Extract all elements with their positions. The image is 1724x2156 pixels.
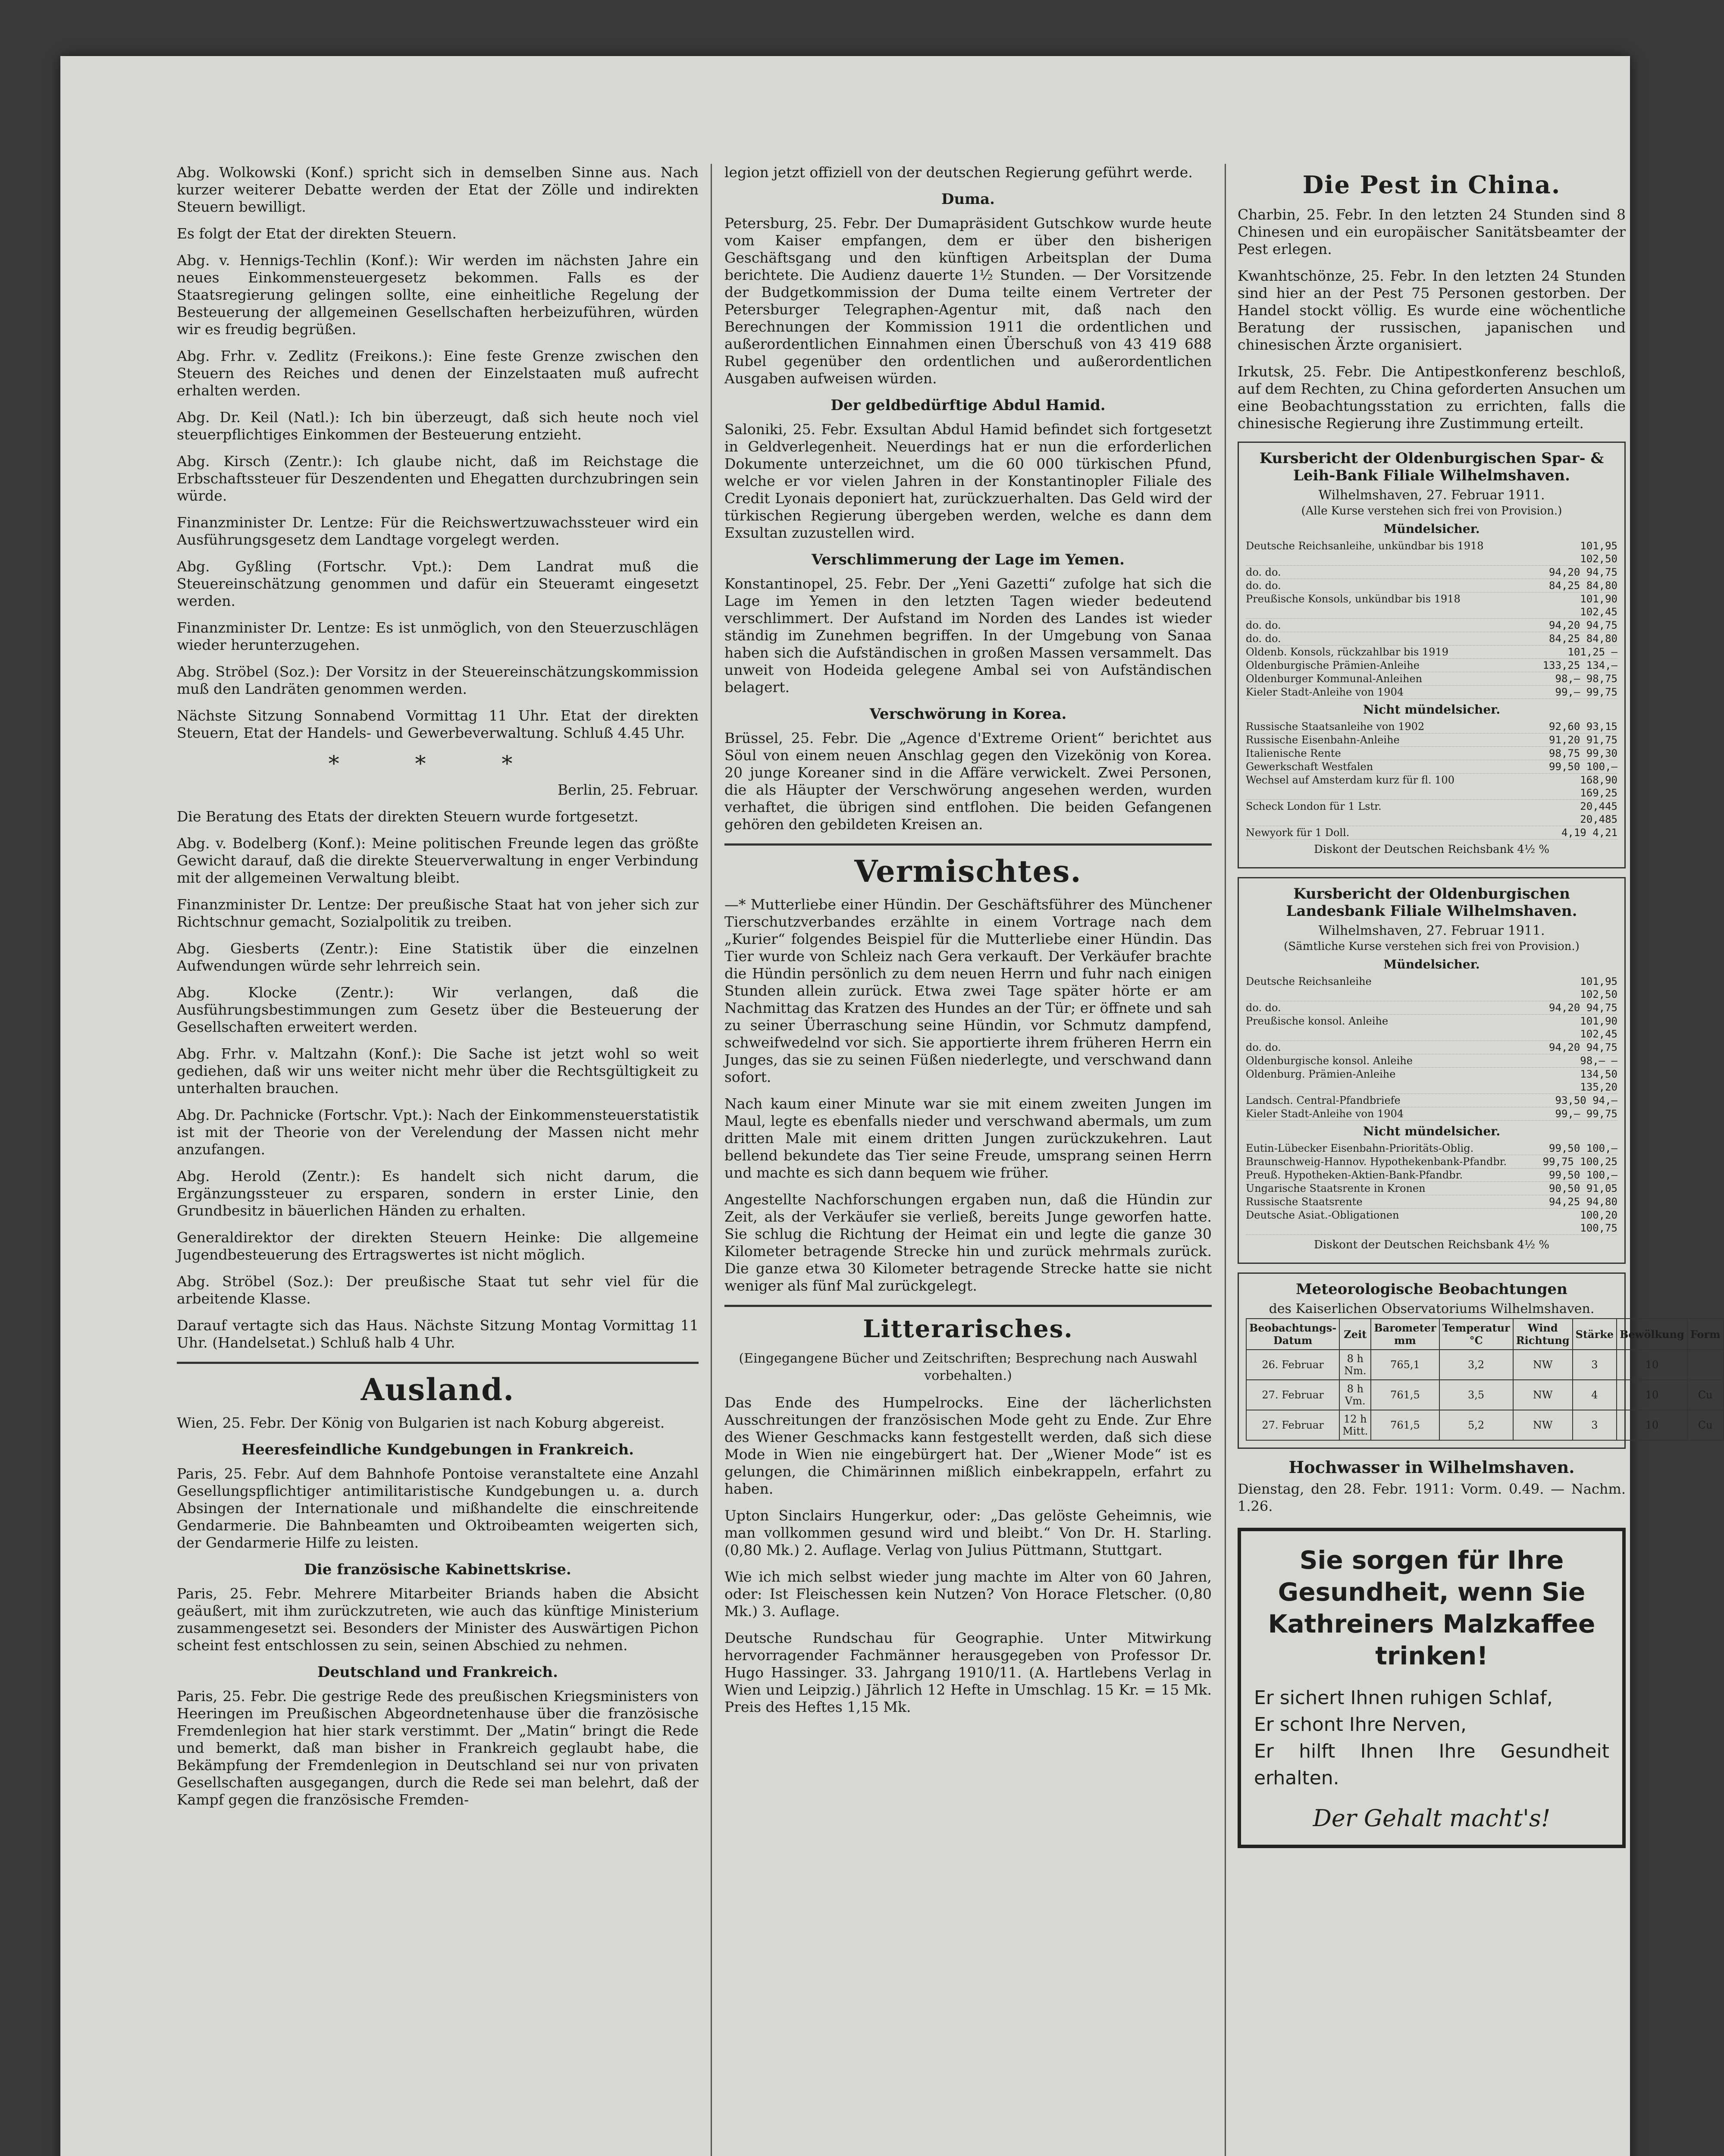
weather-header-cell: Wind Richtung — [1513, 1319, 1573, 1350]
rate-value: 101,90 102,45 — [1580, 1015, 1617, 1040]
rate-name: Landsch. Central-Pfandbriefe — [1246, 1094, 1401, 1106]
paragraph: —* Mutterliebe einer Hündin. Der Geschäftsführer des Münchener Tierschutzverbandes erzählte in einem Vortrage nach dem „Kurier“ folgendes Beispiel für die Mutterliebe einer Hündin. Das Tier wurde von Schleiz nach Gera verkauft. Der Verkäufer brachte die Hündin persönlich zu dem neuen Herrn und fuhr nach einigen Stunden allein zurück. Etwa zwei Tage später hörte er am Nachmittag das Kratzen des Hundes an der Tür; er öffnete und sah zu seiner Überraschung seine Hündin, vor Schmutz dampfend, schweifwedelnd vor sich. Sie apportierte ihrem früheren Herrn ein Junges, das sie zu seinen Füßen niederlegte, und verschwand dann sofort. — [724, 896, 1212, 1085]
column-parliament — [177, 164, 699, 2156]
news-wien: Wien, 25. Febr. Der König von Bulgarien ist nach Koburg abgereist. — [177, 1414, 665, 1431]
rate-name: Deutsche Asiat.-Obligationen — [1246, 1209, 1399, 1221]
paragraph: Die Beratung des Etats der direkten Steuern wurde fortgesetzt. — [177, 808, 639, 825]
rate-row — [1246, 646, 1617, 659]
paragraph: Finanzminister Dr. Lentze: Es ist unmöglich, von den Steuerzuschlägen wieder herunterzugehen. — [177, 619, 699, 653]
weather-header-cell: Stärke — [1573, 1319, 1617, 1350]
rate-row — [1246, 1041, 1617, 1054]
rate-value: 98,75 99,30 — [1549, 747, 1617, 759]
rate-row — [1246, 1142, 1617, 1155]
paragraph: Nach kaum einer Minute war sie mit einem zweiten Jungen im Maul, legte es ebenfalls nieder und verschwand abermals, um zum dritten Male mit einem dritten Jungen zurückzukehren. Laut bellend bekundete das Tier seine Freude, umsprang seinen Herrn und machte es sich dann bequem wie früher. — [724, 1095, 1212, 1181]
rate-name: Russische Staatsrente — [1246, 1196, 1363, 1208]
rate-name: do. do. — [1246, 1041, 1281, 1053]
rate-value: 92,60 93,15 — [1549, 721, 1617, 733]
rate-name: Russische Staatsanleihe von 1902 — [1246, 721, 1425, 733]
rate-value: 133,25 134,— — [1542, 659, 1617, 671]
weather-cell: 761,5 — [1371, 1380, 1439, 1410]
newspaper-page — [60, 56, 1721, 2156]
rate-value: 94,20 94,75 — [1549, 1041, 1617, 1053]
paragraph: Abg. Wolkowski (Konf.) spricht sich in demselben Sinne aus. Nach kurzer weiterer Debatte werden der Etat der Zölle und indirekten Steuern bewilligt. — [177, 164, 699, 215]
weather-cell: 26. Februar — [1246, 1350, 1339, 1380]
rate-name: Wechsel auf Amsterdam kurz für fl. 100 — [1246, 774, 1454, 786]
news-duma: Petersburg, 25. Febr. Der Dumapräsident Gutschkow wurde heute vom Kaiser empfangen, dem er über den bisherigen Geschäftsgang und den künftigen Arbeitsplan der Duma berichtete. Die Audienz dauerte 1½ Stunden. — Der Vorsitzende der Budgetkommission der Duma teilte einem Vertreter der Petersburger Telegraphen-Agentur mit, daß nach den Berechnungen der Kommission 1911 die ordentlichen und außerordentlichen Einnahmen einen Überschuß von 43 419 688 Rubel gegenüber den ordentlichen und außerordentlichen Ausgaben aufweisen würden. — [724, 215, 1212, 387]
rates-date: Wilhelmshaven, 27. Februar 1911. — [1318, 923, 1545, 938]
subheading: Verschwörung in Korea. — [869, 705, 1067, 723]
rate-name: Kieler Stadt-Anleihe von 1904 — [1246, 1108, 1404, 1120]
weather-table — [1246, 1318, 1724, 1441]
rates-title: Kursbericht der Oldenburgischen Spar- & Leih-Bank Filiale Wilhelmshaven. — [1259, 450, 1604, 484]
subheading: Heeresfeindliche Kundgebungen in Frankreich. — [241, 1441, 634, 1458]
rate-value: 134,50 135,20 — [1580, 1068, 1617, 1093]
tide-title: Hochwasser in Wilhelmshaven. — [1288, 1457, 1575, 1477]
paragraph: Darauf vertagte sich das Haus. Nächste Sitzung Montag Vormittag 11 Uhr. (Handelsetat.) Schluß halb 4 Uhr. — [177, 1317, 699, 1351]
rate-value: 90,50 91,05 — [1549, 1182, 1617, 1194]
weather-cell: 12 h Mitt. — [1339, 1410, 1371, 1440]
rate-value: 94,25 94,80 — [1549, 1196, 1617, 1208]
news-hamid: Saloniki, 25. Febr. Exsultan Abdul Hamid befindet sich fortgesetzt in Geldverlegenheit. Neuerdings hat er nun die erforderlichen Dokumente unterzeichnet, um die 60 000 türkischen Pfund, welche er vor vielen Jahren in der Konstantinopler Filiale des Credit Lyonais deponiert hat, zurückzuerhalten. Das Geld wird der türkischen Regierung übergeben werden, welche es dann dem Exsultan zuzustellen wird. — [724, 421, 1212, 541]
paragraph: Deutsche Rundschau für Geographie. Unter Mitwirkung hervorragender Fachmänner herausgegeben von Professor Dr. Hugo Hassinger. 33. Jahrgang 1910/11. (A. Hartlebens Verlag in Wien und Leipzig.) Jährlich 12 Hefte in Umschlag. 15 Kr. = 15 Mk. Preis des Heftes 1,15 Mk. — [724, 1630, 1212, 1715]
rates-list — [1246, 539, 1617, 699]
weather-cell: NW — [1513, 1380, 1573, 1410]
rate-value: 84,25 84,80 — [1549, 580, 1617, 592]
news-paris-2: Paris, 25. Febr. Mehrere Mitarbeiter Briands haben die Absicht geäußert, mit ihm zurückzutreten, wie auch das künftige Ministerium zusammengesetzt sei. Besonders der Minister des Auswärtigen Pichon scheint fest entschlossen zu sein, seinen Abschied zu nehmen. — [177, 1585, 699, 1654]
ad-lines — [1254, 1685, 1609, 1792]
rate-value: 99,50 100,— — [1549, 761, 1617, 773]
weather-subtitle: des Kaiserlichen Observatoriums Wilhelmshaven. — [1269, 1301, 1595, 1316]
rates-list — [1246, 975, 1617, 1121]
pest-news — [1238, 206, 1626, 432]
rates-discount: Diskont der Deutschen Reichsbank 4½ % — [1313, 1238, 1550, 1251]
paragraph: Abg. Klocke (Zentr.): Wir verlangen, daß die Ausführungsbestimmungen zum Gesetz über die Besteuerung der Gesellschaften erweitert werden. — [177, 984, 699, 1035]
rate-name: Scheck London für 1 Lstr. — [1246, 800, 1382, 812]
rate-row — [1246, 826, 1617, 840]
rate-value: 20,445 20,485 — [1580, 800, 1617, 825]
rate-name: Oldenburg. Prämien-Anleihe — [1246, 1068, 1396, 1080]
paragraph: Das Ende des Humpelrocks. Eine der lächerlichsten Ausschreitungen der französischen Mode geht zu Ende. Zur Ehre des Wiener Geschmacks kann festgestellt werden, daß sich diese Mode in Wien nie eingebürgert hat. Der „Wiener Mode“ ist es gelungen, die Chimärinnen mißlich einbekrappeln, erfahrt zu haben. — [724, 1394, 1212, 1497]
rate-row — [1246, 1155, 1617, 1169]
rates-title: Kursbericht der Oldenburgischen Landesbank Filiale Wilhelmshaven. — [1286, 885, 1577, 920]
rate-name: Oldenburger Kommunal-Anleihen — [1246, 673, 1423, 685]
rates-section: Mündelsicher. — [1383, 522, 1480, 536]
rate-row — [1246, 747, 1617, 760]
rate-row — [1246, 1195, 1617, 1209]
ad-line: Er sichert Ihnen ruhigen Schlaf, — [1254, 1687, 1553, 1709]
rate-row — [1246, 975, 1617, 1001]
weather-header-row — [1246, 1319, 1724, 1350]
weather-header-cell: Bewölkung — [1617, 1319, 1687, 1350]
rate-name: Russische Eisenbahn-Anleihe — [1246, 734, 1400, 746]
rate-value: 101,25 — — [1567, 646, 1617, 658]
weather-cell: 4 — [1573, 1380, 1617, 1410]
rate-row — [1246, 733, 1617, 747]
rate-name: Italienische Rente — [1246, 747, 1341, 759]
paragraph: Charbin, 25. Febr. In den letzten 24 Stunden sind 8 Chinesen und ein europäischer Sanitätsbeamter der Pest erlegen. — [1238, 206, 1626, 257]
news-paris-1: Paris, 25. Febr. Auf dem Bahnhofe Pontoise veranstaltete eine Anzahl Gesellungspflichtiger antimilitaristische Kundgebungen u. a. durch Absingen der Internationale und mißhandelte die einschreitende Gendarmerie. Die Bahnbeamten und Oktroibeamten weigerten sich, der Gendarmerie Hilfe zu leisten. — [177, 1465, 699, 1551]
rate-row — [1246, 1169, 1617, 1182]
rate-row — [1246, 619, 1617, 632]
paragraph: Abg. Dr. Pachnicke (Fortschr. Vpt.): Nach der Einkommensteuerstatistik ist mit der Theorie von der Verelendung der Massen nicht mehr anzufangen. — [177, 1106, 699, 1158]
tide-times: Dienstag, den 28. Febr. 1911: Vorm. 0.49. — Nachm. 1.26. — [1238, 1481, 1626, 1514]
dateline: Berlin, 25. Februar. — [558, 781, 699, 798]
weather-cell: 765,1 — [1371, 1350, 1439, 1380]
weather-cell: NW — [1513, 1350, 1573, 1380]
rate-row — [1246, 592, 1617, 619]
vermischtes-text — [724, 896, 1212, 1294]
weather-cell: 5,2 — [1439, 1410, 1513, 1440]
paragraph: Generaldirektor der direkten Steuern Heinke: Die allgemeine Jugendbesteuerung des Ertragswertes ist nicht möglich. — [177, 1229, 699, 1263]
subheading: Deutschland und Frankreich. — [317, 1664, 558, 1681]
paragraph: Angestellte Nachforschungen ergaben nun, daß die Hündin zur Zeit, als der Verkäufer sie verließ, bereits Junge geworfen hatte. Sie schlug die Richtung der Heimat ein und legte die ganze 30 Kilometer betragende Strecke hin und zurück mehrmals zurück. Die ganze etwa 30 Kilometer betragende Strecke hatte sie nicht weniger als fünf Mal zurückgelegt. — [724, 1191, 1212, 1294]
paragraph: Abg. Dr. Keil (Natl.): Ich bin überzeugt, daß sich heute noch viel steuerpflichtiges Einkommen der Besteuerung entzieht. — [177, 409, 699, 443]
rate-value: 99,50 100,— — [1549, 1142, 1617, 1154]
rates-section: Nicht mündelsicher. — [1363, 1124, 1501, 1138]
rate-value: 94,20 94,75 — [1549, 566, 1617, 578]
rate-value: 91,20 91,75 — [1549, 734, 1617, 746]
weather-cell: 3,2 — [1439, 1350, 1513, 1380]
weather-cell: 8 h Vm. — [1339, 1380, 1371, 1410]
weather-box — [1238, 1272, 1721, 1449]
paragraph: Abg. v. Bodelberg (Konf.): Meine politischen Freunde legen das größte Gewicht darauf, daß die direkte Steuerverwaltung in enger Verbindung mit der allgemeinen Verwaltung bleibt. — [177, 835, 699, 886]
rate-name: Eutin-Lübecker Eisenbahn-Prioritäts-Oblig. — [1246, 1142, 1474, 1154]
weather-row — [1246, 1380, 1724, 1410]
rate-row — [1246, 1182, 1617, 1195]
rate-value: 94,20 94,75 — [1549, 1002, 1617, 1014]
rates-discount: Diskont der Deutschen Reichsbank 4½ % — [1313, 843, 1550, 856]
section-stars: * * * — [328, 751, 547, 776]
rate-value: 4,19 4,21 — [1561, 827, 1617, 839]
rate-name: Newyork für 1 Doll. — [1246, 827, 1350, 839]
rate-row — [1246, 760, 1617, 774]
paragraph: Abg. Ströbel (Soz.): Der preußische Staat tut sehr viel für die arbeitende Klasse. — [177, 1273, 699, 1307]
paragraph: Abg. Frhr. v. Zedlitz (Freikons.): Eine feste Grenze zwischen den Steuern des Reiches und denen der Einzelstaaten muß aufrecht erhalten werden. — [177, 348, 699, 399]
column-rule — [1225, 164, 1226, 2156]
rate-row — [1246, 659, 1617, 672]
rate-row — [1246, 566, 1617, 579]
rate-name: Gewerkschaft Westfalen — [1246, 761, 1373, 773]
weather-cell: 10 — [1617, 1380, 1687, 1410]
rate-name: Ungarische Staatsrente in Kronen — [1246, 1182, 1426, 1194]
ad-slogan: Der Gehalt macht's! — [1313, 1805, 1551, 1832]
rate-value: 101,90 102,45 — [1580, 593, 1617, 618]
weather-cell — [1687, 1350, 1724, 1380]
paragraph: Es folgt der Etat der direkten Steuern. — [177, 225, 457, 242]
litterarisches-heading: Litterarisches. — [863, 1315, 1073, 1343]
rate-row — [1246, 774, 1617, 800]
rate-row — [1246, 579, 1617, 592]
ad-headline: Sie sorgen für Ihre Gesundheit, wenn Sie Kathreiners Malzkaffee trinken! — [1268, 1545, 1595, 1670]
rates-box-sparbank — [1238, 442, 1626, 868]
news-paris-3: Paris, 25. Febr. Die gestrige Rede des preußischen Kriegsministers von Heeringen im Preußischen Abgeordnetenhause über die französische Fremdenlegion hat hier stark verstimmt. Der „Matin“ bringt die Rede und bemerkt, daß man bisher in Frankreich geglaubt habe, die Bekämpfung der Fremdenlegion in Deutschland sei nur von privaten Gesellschaften ausgegangen, durch die Rede sei man belehrt, daß der Kampf gegen die französische Fremden- — [177, 1688, 699, 1808]
paragraph: Abg. Gyßling (Fortschr. Vpt.): Dem Landrat muß die Steuereinschätzung genommen und dafür ein Steueramt eingesetzt werden. — [177, 558, 699, 609]
rates-section: Nicht mündelsicher. — [1363, 702, 1501, 717]
rate-row — [1246, 1107, 1617, 1121]
parliament-report-2 — [177, 808, 699, 1351]
weather-cell: 8 h Nm. — [1339, 1350, 1371, 1380]
rate-value: 98,— — — [1580, 1055, 1617, 1067]
divider — [177, 1362, 699, 1364]
rate-value: 100,20 100,75 — [1580, 1209, 1617, 1234]
malzkaffee-ad — [1238, 1528, 1626, 1848]
weather-header-cell: Beobachtungs-Datum — [1246, 1319, 1339, 1350]
paragraph: Irkutsk, 25. Febr. Die Antipestkonferenz beschloß, auf dem Rechten, zu China geforderten Ansuchen um eine Beobachtungsstation zu errichten, falls die chinesische Regierung ihre Zustimmung erteilt. — [1238, 363, 1626, 432]
rate-value: 84,25 84,80 — [1549, 633, 1617, 645]
weather-cell: 3 — [1573, 1410, 1617, 1440]
rate-name: Deutsche Reichsanleihe, unkündbar bis 1918 — [1246, 540, 1484, 552]
rate-name: Oldenb. Konsols, rückzahlbar bis 1919 — [1246, 646, 1449, 658]
vermischtes-heading: Vermischtes. — [854, 853, 1082, 889]
weather-cell: 27. Februar — [1246, 1410, 1339, 1440]
rates-note: (Alle Kurse verstehen sich frei von Provision.) — [1301, 505, 1562, 517]
weather-cell: Cu — [1687, 1380, 1724, 1410]
continued-text: legion jetzt offiziell von der deutschen Regierung geführt werde. — [724, 164, 1193, 181]
rate-name: Oldenburgische konsol. Anleihe — [1246, 1055, 1413, 1067]
weather-cell: 10 — [1617, 1350, 1687, 1380]
rate-name: Preußische konsol. Anleihe — [1246, 1015, 1389, 1027]
rate-row — [1246, 1068, 1617, 1094]
rate-value: 101,95 102,50 — [1580, 975, 1617, 1000]
paragraph: Abg. v. Hennigs-Techlin (Konf.): Wir werden im nächsten Jahre ein neues Einkommensteuergesetz bekommen. Falls es der Staatsregierung gelingen sollte, eine einheitliche Regelung der Besteuerung der allgemeinen Gesellschaften herbeizuführen, würden wir es freudig begrüßen. — [177, 252, 699, 338]
rates-date: Wilhelmshaven, 27. Februar 1911. — [1318, 488, 1545, 503]
rates-section: Mündelsicher. — [1383, 957, 1480, 971]
weather-header-cell: Form — [1687, 1319, 1724, 1350]
rate-row — [1246, 1094, 1617, 1107]
ad-line: Er hilft Ihnen Ihre Gesundheit erhalten. — [1254, 1740, 1609, 1789]
ad-line: Er schont Ihre Nerven, — [1254, 1714, 1467, 1736]
rate-row — [1246, 800, 1617, 826]
litterarisches-text — [724, 1394, 1212, 1716]
rate-row — [1246, 1001, 1617, 1015]
rate-name: Braunschweig-Hannov. Hypothekenbank-Pfandbr. — [1246, 1156, 1507, 1168]
paragraph: Abg. Herold (Zentr.): Es handelt sich nicht darum, die Ergänzungssteuer zu ersparen, sondern in erster Linie, den Grundbesitz in bäuerlichen Händen zu erhalten. — [177, 1168, 699, 1219]
rate-name: Preußische Konsols, unkündbar bis 1918 — [1246, 593, 1461, 605]
paragraph: Abg. Frhr. v. Maltzahn (Konf.): Die Sache ist jetzt wohl so weit gediehen, daß wir uns weiter nicht mehr über die Rechtsgültigkeit zu unterhalten brauchen. — [177, 1045, 699, 1097]
paragraph: Nächste Sitzung Sonnabend Vormittag 11 Uhr. Etat der direkten Steuern, Etat der Handels- und Gewerbeverwaltung. Schluß 4.45 Uhr. — [177, 707, 699, 741]
pest-heading: Die Pest in China. — [1302, 171, 1561, 199]
paragraph: Wie ich mich selbst wieder jung machte im Alter von 60 Jahren, oder: Ist Fleischessen kein Nutzen? Von Horace Fletscher. (0,80 Mk.) 3. Auflage. — [724, 1568, 1212, 1620]
divider — [724, 1305, 1212, 1307]
weather-cell: Cu — [1687, 1410, 1724, 1440]
rate-name: do. do. — [1246, 1002, 1281, 1014]
rate-row — [1246, 1054, 1617, 1068]
weather-cell: 10 — [1617, 1410, 1687, 1440]
rate-name: Kieler Stadt-Anleihe von 1904 — [1246, 686, 1404, 698]
weather-cell: 3 — [1573, 1350, 1617, 1380]
rates-list — [1246, 1142, 1617, 1235]
ausland-heading: Ausland. — [360, 1372, 515, 1407]
paragraph: Abg. Giesberts (Zentr.): Eine Statistik über die einzelnen Aufwendungen würde sehr lehrreich sein. — [177, 940, 699, 974]
rate-row — [1246, 1015, 1617, 1041]
parliament-report-1 — [177, 164, 699, 742]
column-foreign — [724, 164, 1212, 2156]
weather-cell: NW — [1513, 1410, 1573, 1440]
subheading: Verschlimmerung der Lage im Yemen. — [812, 551, 1125, 568]
rates-box-landesbank — [1238, 877, 1626, 1264]
rate-name: do. do. — [1246, 619, 1281, 631]
rate-name: Oldenburgische Prämien-Anleihe — [1246, 659, 1420, 671]
paragraph: Finanzminister Dr. Lentze: Für die Reichswertzuwachssteuer wird ein Ausführungsgesetz dem Landtage vorgelegt werden. — [177, 514, 699, 548]
weather-header-cell: Barometer mm — [1371, 1319, 1439, 1350]
rate-value: 94,20 94,75 — [1549, 619, 1617, 631]
weather-cell: 761,5 — [1371, 1410, 1439, 1440]
rate-row — [1246, 686, 1617, 699]
weather-row — [1246, 1410, 1724, 1440]
rate-row — [1246, 720, 1617, 733]
rate-value: 99,— 99,75 — [1555, 1108, 1617, 1120]
subheading: Die französische Kabinettskrise. — [304, 1561, 571, 1578]
rate-name: do. do. — [1246, 580, 1281, 592]
rates-list — [1246, 720, 1617, 840]
rate-row — [1246, 672, 1617, 686]
divider — [724, 843, 1212, 846]
weather-title: Meteorologische Beobachtungen — [1296, 1281, 1567, 1298]
rate-value: 101,95 102,50 — [1580, 540, 1617, 565]
weather-header-cell: Zeit — [1339, 1319, 1371, 1350]
weather-row — [1246, 1350, 1724, 1380]
column-reports — [1238, 164, 1721, 2156]
rate-value: 99,75 100,25 — [1542, 1156, 1617, 1168]
paragraph: Abg. Kirsch (Zentr.): Ich glaube nicht, daß im Reichstage die Erbschaftssteuer für Deszendenten und Ehegatten durchzubringen sein würde. — [177, 453, 699, 504]
weather-cell: 3,5 — [1439, 1380, 1513, 1410]
rate-value: 99,— 99,75 — [1555, 686, 1617, 698]
subheading: Duma. — [941, 191, 995, 208]
rate-name: do. do. — [1246, 566, 1281, 578]
paragraph: Finanzminister Dr. Lentze: Der preußische Staat hat von jeher sich zur Richtschnur gemacht, Sozialpolitik zu treiben. — [177, 896, 699, 930]
subheading: Der geldbedürftige Abdul Hamid. — [831, 397, 1106, 414]
column-rule — [711, 164, 712, 2156]
rate-name: do. do. — [1246, 633, 1281, 645]
rate-value: 98,— 98,75 — [1555, 673, 1617, 685]
rate-value: 168,90 169,25 — [1580, 774, 1617, 799]
paragraph: Abg. Ströbel (Soz.): Der Vorsitz in der Steuereinschätzungskommission muß den Landräten genommen werden. — [177, 663, 699, 697]
rates-note: (Sämtliche Kurse verstehen sich frei von Provision.) — [1284, 940, 1580, 953]
litterarisches-subheading: (Eingegangene Bücher und Zeitschriften; Besprechung nach Auswahl vorbehalten.) — [739, 1351, 1197, 1383]
rate-row — [1246, 632, 1617, 646]
rate-row — [1246, 539, 1617, 566]
rate-name: Preuß. Hypotheken-Aktien-Bank-Pfandbr. — [1246, 1169, 1463, 1181]
rate-value: 93,50 94,— — [1555, 1094, 1617, 1106]
news-korea: Brüssel, 25. Febr. Die „Agence d'Extreme Orient“ berichtet aus Söul von einem neuen Anschlag gegen den Vizekönig von Korea. 20 junge Koreaner sind in die Affäre verwickelt. Zwei Personen, die als Häupter der Verschwörung angesehen werden, wurden verhaftet, die übrigen sind entflohen. Die beiden Gefangenen gehören den gebildeten Kreisen an. — [724, 730, 1212, 833]
news-jemen: Konstantinopel, 25. Febr. Der „Yeni Gazetti“ zufolge hat sich die Lage im Yemen in den letzten Tagen wieder bedeutend verschlimmert. Der Aufstand im Norden des Landes ist wieder ständig im Zunehmen begriffen. In der Umgebung von Sanaa haben sich die Aufständischen in großen Massen versammelt. Das unweit von Hodeida gelegene Ambal sei von Aufständischen belagert. — [724, 575, 1212, 696]
paragraph: Upton Sinclairs Hungerkur, oder: „Das gelöste Geheimnis, wie man vollkommen gesund wird und bleibt.“ Von Dr. H. Starling. (0,80 Mk.) 2. Auflage. Verlag von Julius Püttmann, Stuttgart. — [724, 1507, 1212, 1558]
weather-header-cell: Temperatur °C — [1439, 1319, 1513, 1350]
rate-row — [1246, 1209, 1617, 1235]
paragraph: Kwanhtschönze, 25. Febr. In den letzten 24 Stunden sind hier an der Pest 75 Personen gestorben. Der Handel stockt völlig. Es wurde eine wöchentliche Beratung der russischen, japanischen und chinesischen Ärzte organisiert. — [1238, 267, 1626, 353]
rate-value: 99,50 100,— — [1549, 1169, 1617, 1181]
weather-cell: 27. Februar — [1246, 1380, 1339, 1410]
rate-name: Deutsche Reichsanleihe — [1246, 975, 1372, 987]
